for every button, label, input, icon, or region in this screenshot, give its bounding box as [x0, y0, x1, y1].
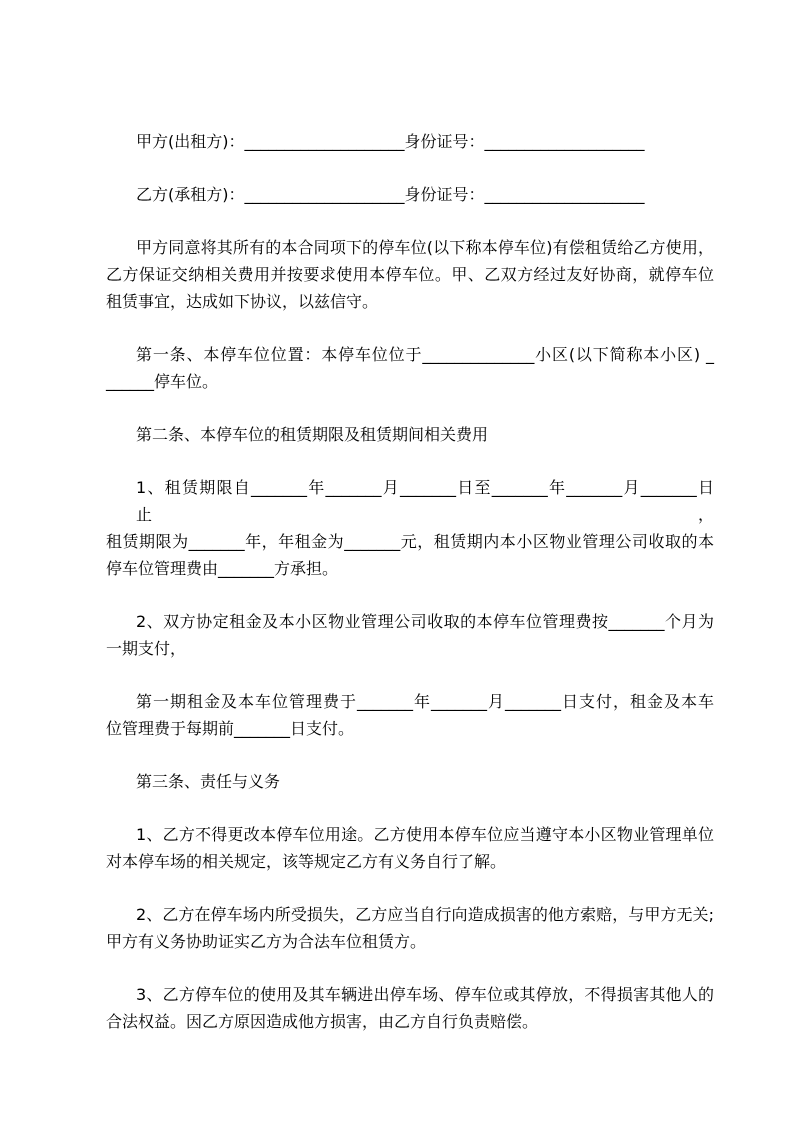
article-1-line: 第一条、本停车位位置：本停车位位于______________小区(以下简称本小区) _	[136, 345, 714, 364]
party-a-name-blank: ____________________	[244, 132, 405, 151]
party-a-id-label: 身份证号：	[404, 132, 485, 151]
article-3-heading-text: 第三条、责任与义务	[136, 772, 281, 791]
party-a-line	[106, 128, 714, 155]
preamble-line: 租赁事宜，达成如下协议，以兹信守。	[106, 292, 379, 311]
party-a-role: 甲方(出租方)：	[136, 132, 245, 151]
party-b-id-blank: ____________________	[484, 185, 645, 204]
article-3-item-1	[106, 821, 714, 875]
article-2-item-2-line: 一期支付，	[106, 639, 187, 658]
article-2-payment-line: 位管理费于每期前_______日支付。	[106, 719, 355, 738]
article-3-item-2	[106, 901, 714, 955]
party-b-name-blank: ____________________	[244, 185, 405, 204]
article-1-paragraph	[106, 341, 714, 395]
article-3-item-1-line: 对本停车场的相关规定，该等规定乙方有义务自行了解。	[106, 852, 507, 871]
party-b-line	[106, 181, 714, 208]
article-3-item-3-line: 3、乙方停车位的使用及其车辆进出停车场、停车位或其停放，不得损害其他人的	[136, 985, 714, 1004]
article-2-item-1	[106, 474, 714, 582]
article-2-payment-schedule	[106, 688, 714, 742]
party-b-role: 乙方(承租方)：	[136, 185, 245, 204]
article-2-payment-line: 第一期租金及本车位管理费于_______年_______月_______日支付，租金及本车	[136, 692, 714, 711]
party-a-id-blank: ____________________	[484, 132, 645, 151]
article-3-item-2-line: 甲方有义务协助证实乙方为合法车位租赁方。	[106, 932, 427, 951]
preamble-paragraph	[106, 234, 714, 315]
article-2-item-2	[106, 608, 714, 662]
preamble-line: 甲方同意将其所有的本合同项下的停车位(以下称本停车位)有偿租赁给乙方使用，	[136, 238, 714, 257]
article-3-item-3	[106, 981, 714, 1035]
article-1-line: ______停车位。	[106, 372, 219, 391]
article-2-item-2-line: 2、双方协定租金及本小区物业管理公司收取的本停车位管理费按_______个月为	[136, 612, 714, 631]
article-2-item-1-line: 租赁期限为_______年，年租金为_______元，租赁期内本小区物业管理公司收取的本	[106, 532, 714, 551]
preamble-line: 乙方保证交纳相关费用并按要求使用本停车位。甲、乙双方经过友好协商，就停车位	[106, 265, 714, 284]
article-2-item-1-line: 停车位管理费由_______方承担。	[106, 559, 339, 578]
article-2-item-1-line: 1、租赁期限自_______年_______月_______日至_______年_______月_______日止，	[136, 478, 714, 524]
article-3-item-2-line: 2、乙方在停车场内所受损失，乙方应当自行向造成损害的他方索赔，与甲方无关;	[136, 905, 714, 924]
article-2-heading	[106, 421, 714, 448]
article-3-item-3-line: 合法权益。因乙方原因造成他方损害，由乙方自行负责赔偿。	[106, 1012, 539, 1031]
article-3-item-1-line: 1、乙方不得更改本停车位用途。乙方使用本停车位应当遵守本小区物业管理单位	[136, 825, 714, 844]
article-3-heading	[106, 768, 714, 795]
article-2-heading-text: 第二条、本停车位的租赁期限及租赁期间相关费用	[136, 425, 489, 444]
party-b-id-label: 身份证号：	[404, 185, 485, 204]
